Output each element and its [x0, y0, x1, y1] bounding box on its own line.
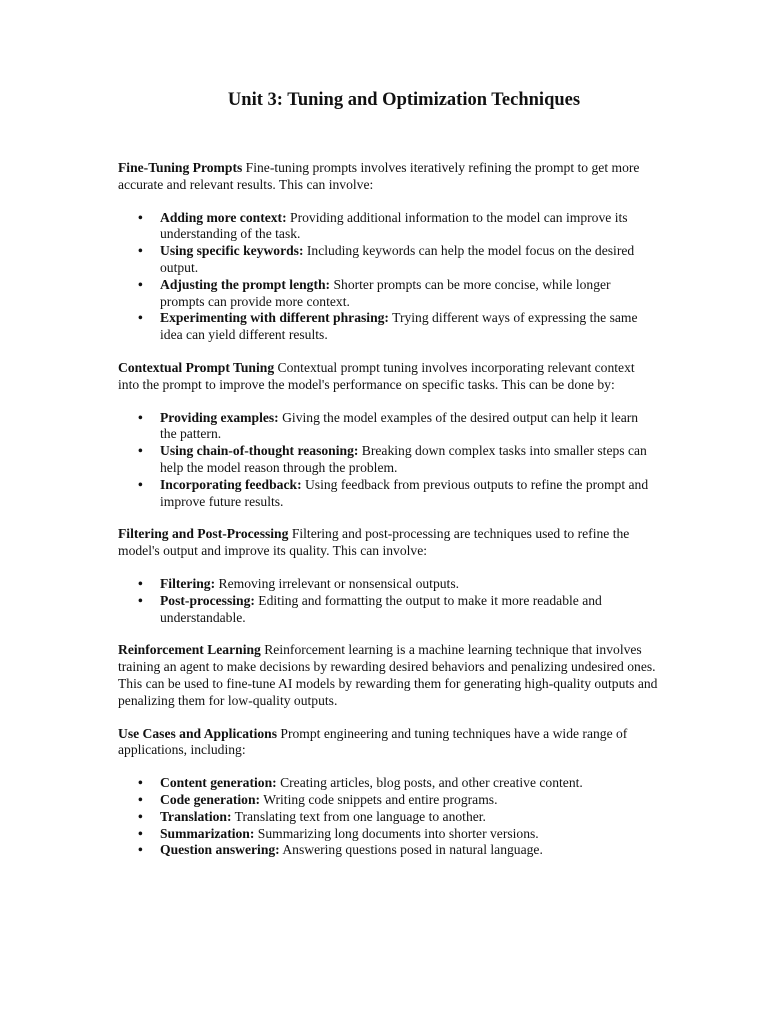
list-item — [138, 243, 658, 277]
bullet-list — [118, 576, 658, 626]
section-heading: Use Cases and Applications — [118, 725, 278, 741]
item-description: Creating articles, blog posts, and other creative content. — [276, 775, 583, 791]
item-description: Breaking down complex tasks into smaller steps can help the model reason through the problem. — [160, 443, 647, 475]
item-description: Editing and formatting the output to make it more readable and understandable. — [160, 592, 602, 625]
section-text: Contextual prompt tuning involves incorporating relevant context into the prompt to improve the model's performance on specific tasks. This can be done by: — [118, 359, 635, 392]
bullet-icon: • — [138, 276, 143, 292]
item-term: Code generation: — [160, 791, 261, 807]
item-description: Using feedback from previous outputs to refine the prompt and improve future results. — [160, 476, 649, 509]
section-text: Fine-tuning prompts involves iteratively refining the prompt to get more accurate and relevant results. This can involve: — [118, 160, 640, 192]
document-body — [118, 160, 658, 875]
bullet-icon: • — [138, 443, 143, 459]
list-item — [138, 808, 658, 826]
item-term: Using specific keywords: — [160, 243, 304, 259]
list-item — [138, 209, 658, 244]
bullet-icon: • — [138, 243, 143, 259]
list-item — [138, 476, 658, 511]
item-term: Using chain-of-thought reasoning: — [160, 443, 359, 459]
section-paragraph — [118, 526, 658, 560]
bullet-icon: • — [138, 310, 143, 326]
bullet-icon: • — [138, 476, 143, 492]
bullet-icon: • — [138, 409, 143, 425]
section-paragraph — [118, 360, 658, 394]
item-term: Translation: — [160, 808, 232, 824]
list-item — [138, 842, 658, 859]
section-heading: Contextual Prompt Tuning — [118, 359, 275, 375]
list-item — [138, 592, 658, 627]
item-description: Summarizing long documents into shorter versions. — [254, 825, 539, 841]
item-description: Giving the model examples of the desired output can help it learn the pattern. — [160, 409, 639, 442]
item-term: Adding more context: — [160, 209, 287, 225]
item-description: Removing irrelevant or nonsensical outputs. — [215, 575, 460, 591]
list-item — [138, 276, 658, 311]
item-description: Answering questions posed in natural language. — [279, 842, 543, 858]
item-term: Experimenting with different phrasing: — [160, 310, 389, 326]
section-heading: Fine-Tuning Prompts — [118, 160, 243, 175]
bullet-icon: • — [138, 808, 143, 824]
list-item — [138, 310, 658, 344]
item-description: Including keywords can help the model focus on the desired output. — [160, 243, 635, 275]
bullet-icon: • — [138, 575, 143, 591]
bullet-list — [118, 410, 658, 511]
bullet-icon: • — [138, 791, 143, 807]
section-heading: Filtering and Post-Processing — [118, 526, 289, 542]
item-description: Shorter prompts can be more concise, while longer prompts can provide more context. — [160, 276, 611, 309]
list-item — [138, 825, 658, 843]
item-description: Providing additional information to the model can improve its understanding of the task. — [160, 209, 628, 242]
section-paragraph — [118, 726, 658, 760]
list-item — [138, 575, 658, 593]
item-term: Providing examples: — [160, 409, 279, 425]
item-term: Filtering: — [160, 575, 216, 591]
item-term: Incorporating feedback: — [160, 476, 302, 492]
bullet-icon: • — [138, 209, 143, 225]
item-description: Trying different ways of expressing the same idea can yield different results. — [160, 310, 638, 343]
bullet-icon: • — [138, 775, 143, 791]
list-item — [138, 443, 658, 477]
section-text: Prompt engineering and tuning techniques have a wide range of applications, including: — [118, 725, 628, 758]
document-title: Unit 3: Tuning and Optimization Techniques — [227, 90, 581, 110]
list-item — [138, 775, 658, 792]
item-term: Content generation: — [160, 775, 277, 791]
bullet-icon: • — [138, 842, 143, 858]
item-description: Writing code snippets and entire programs. — [260, 791, 498, 807]
section-heading: Reinforcement Learning — [118, 642, 261, 658]
list-item — [138, 791, 658, 809]
section-paragraph — [118, 642, 658, 709]
list-item — [138, 409, 658, 444]
bullet-list — [118, 775, 658, 859]
section-text: Reinforcement learning is a machine learning technique that involves training an agent to make decisions by rewarding desired behaviors and penalizing undesired ones. This can be used to fine-tune AI models by rewarding them for generating high-quality outputs and penalizing them for low-quality outputs. — [118, 642, 658, 708]
bullet-icon: • — [138, 592, 143, 608]
bullet-icon: • — [138, 825, 143, 841]
item-term: Post-processing: — [160, 592, 255, 608]
bullet-list — [118, 210, 658, 344]
item-description: Translating text from one language to another. — [231, 808, 486, 824]
item-term: Adjusting the prompt length: — [160, 276, 331, 292]
item-term: Question answering: — [160, 842, 280, 858]
section-text: Filtering and post-processing are techniques used to refine the model's output and improve its quality. This can involve: — [118, 526, 630, 559]
section-paragraph — [118, 160, 658, 194]
item-term: Summarization: — [160, 825, 255, 841]
